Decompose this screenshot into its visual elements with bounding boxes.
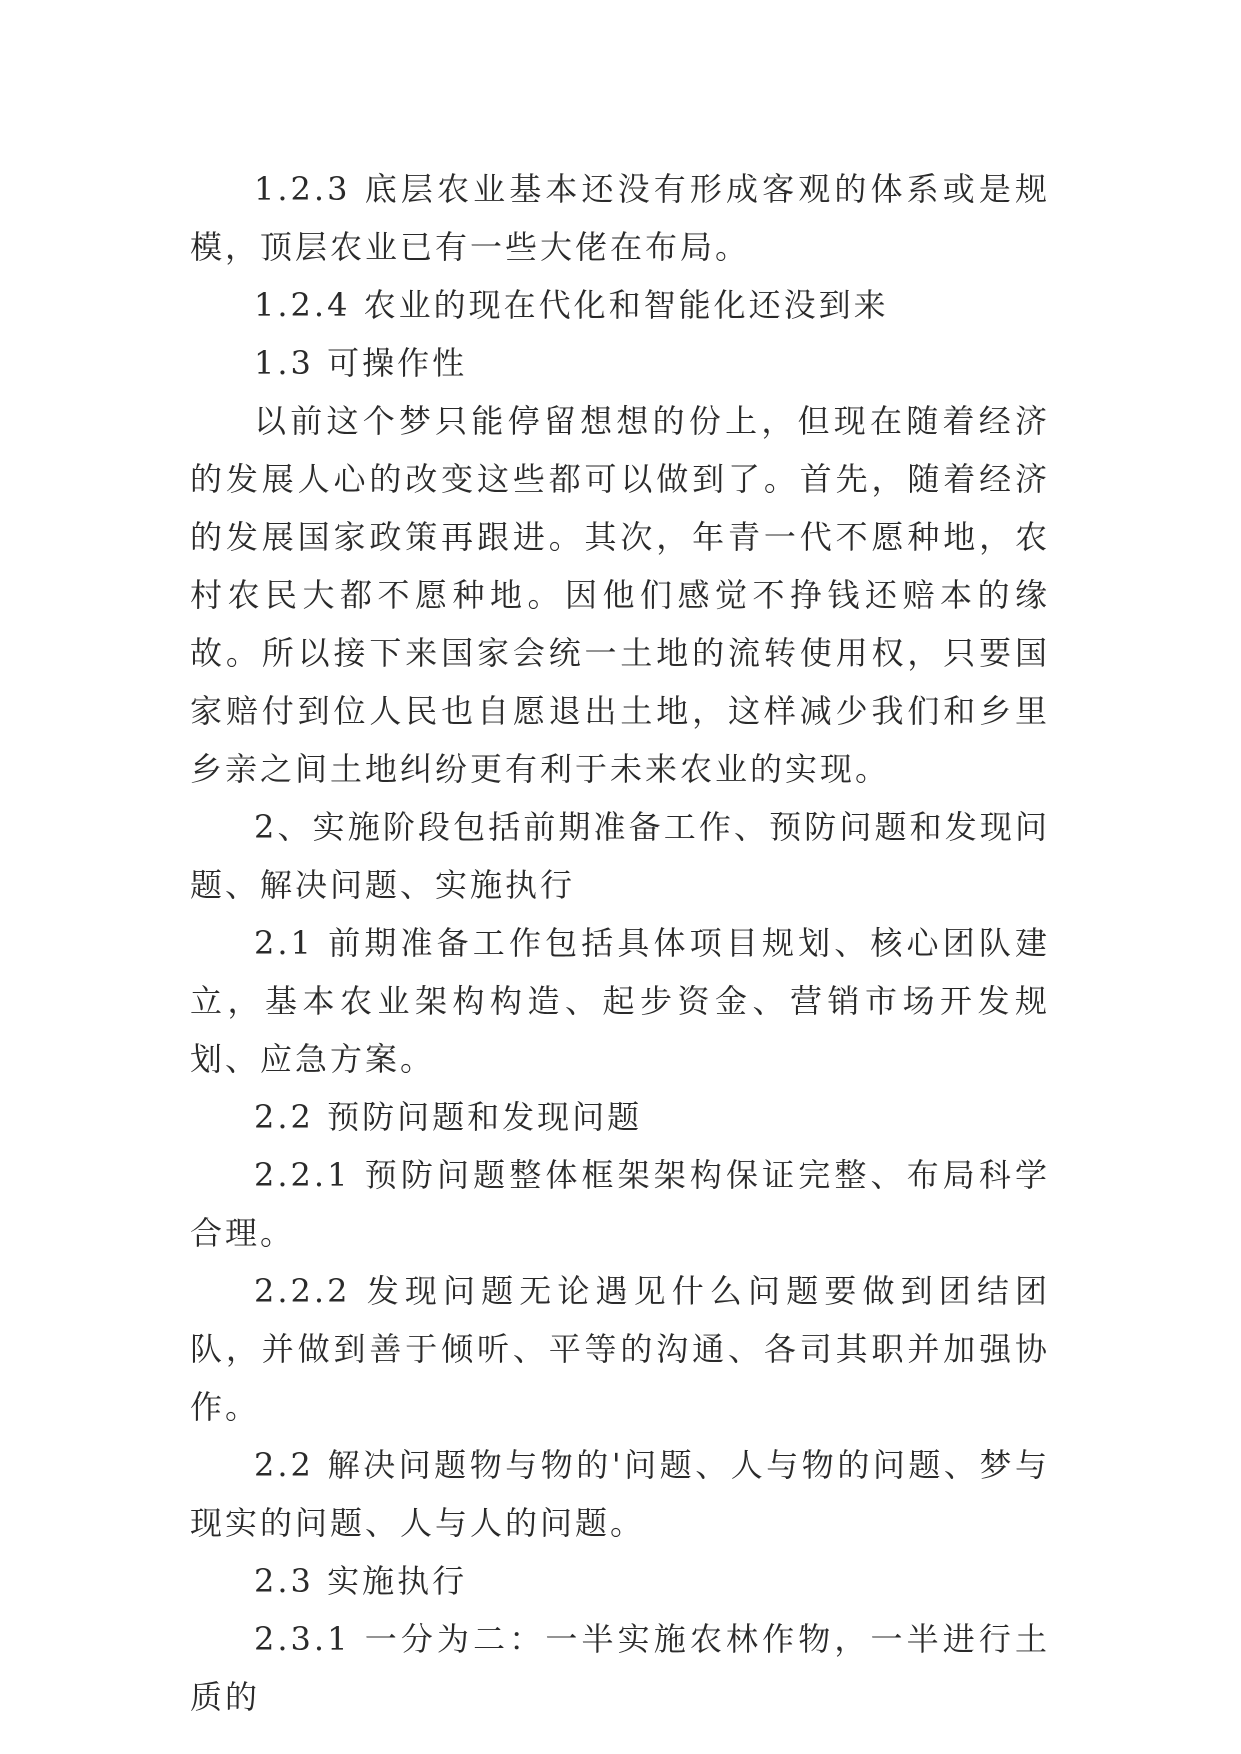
paragraph-2-1: 2.1 前期准备工作包括具体项目规划、核心团队建立，基本农业架构构造、起步资金、营销市场开发规划、应急方案。	[190, 924, 1050, 1078]
paragraph-2-2-2: 2.2.2 发现问题无论遇见什么问题要做到团结团队，并做到善于倾听、平等的沟通、各司其职并加强协作。	[190, 1272, 1050, 1426]
heading-1-3: 1.3 可操作性	[254, 344, 468, 382]
paragraph-2-2-solve: 2.2 解决问题物与物的'问题、人与物的问题、梦与现实的问题、人与人的问题。	[190, 1446, 1050, 1542]
paragraph-feasibility: 以前这个梦只能停留想想的份上，但现在随着经济的发展人心的改变这些都可以做到了。首先，随着经济的发展国家政策再跟进。其次，年青一代不愿种地，农村农民大都不愿种地。因他们感觉不挣钱还赔本的缘故。所以接下来国家会统一土地的流转使用权，只要国家赔付到位人民也自愿退出土地，这样减少我们和乡里乡亲之间土地纠纷更有利于未来农业的实现。	[190, 402, 1050, 788]
heading-2-2: 2.2 预防问题和发现问题	[254, 1098, 643, 1136]
heading-2-3: 2.3 实施执行	[254, 1562, 468, 1600]
paragraph-2-2-1: 2.2.1 预防问题整体框架架构保证完整、布局科学合理。	[190, 1156, 1050, 1252]
heading-2-implementation: 2、实施阶段包括前期准备工作、预防问题和发现问题、解决问题、实施执行	[190, 808, 1050, 904]
paragraph-1-2-3: 1.2.3 底层农业基本还没有形成客观的体系或是规模，顶层农业已有一些大佬在布局。	[190, 170, 1050, 266]
paragraph-2-3-1: 2.3.1 一分为二：一半实施农林作物，一半进行土质的	[190, 1620, 1050, 1716]
paragraph-1-2-4: 1.2.4 农业的现在代化和智能化还没到来	[254, 286, 889, 324]
document-body	[190, 160, 1050, 1726]
